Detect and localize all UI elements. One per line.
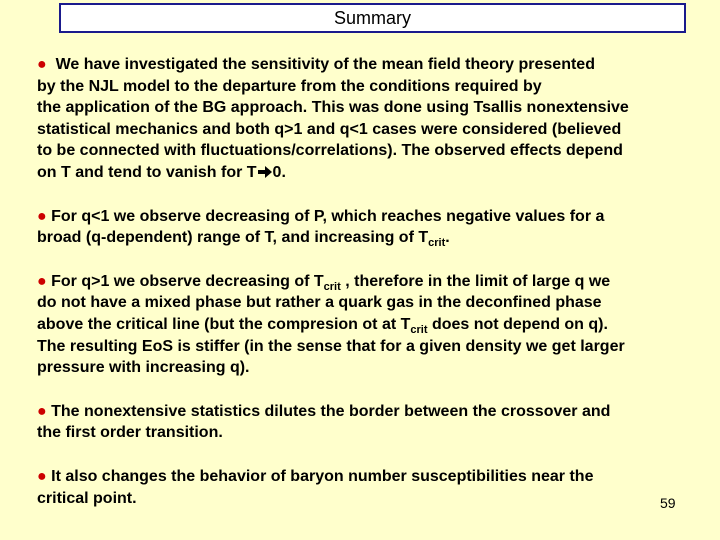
bullet-icon: ● <box>37 467 47 485</box>
p1-line-6 <box>37 162 709 184</box>
p2-text-2a: broad (q-dependent) range of T, and increasing of T <box>37 229 429 247</box>
p1-line-2: by the NJL model to the departure from the conditions required by <box>37 77 542 95</box>
bullet-icon: ● <box>37 272 47 290</box>
page-number: 59 <box>660 495 676 511</box>
paragraph-2 <box>37 206 709 249</box>
p3-line-2: do not have a mixed phase but rather a quark gas in the deconfined phase <box>37 294 602 312</box>
tcrit-subscript: crit <box>323 280 341 293</box>
p3-text-1b: , therefore in the limit of large q we <box>340 272 611 290</box>
p4-line-2: the first order transition. <box>37 424 223 442</box>
paragraph-5 <box>37 466 709 509</box>
p1-line-1 <box>37 54 709 76</box>
title-box <box>59 3 686 33</box>
p3-text-3a: above the critical line (but the compresion ot at T <box>37 315 411 333</box>
summary-content <box>37 54 709 531</box>
tcrit-subscript: crit <box>428 237 446 250</box>
paragraph-1 <box>37 54 709 184</box>
paragraph-3 <box>37 271 709 379</box>
p4-line-1 <box>37 401 709 423</box>
p1-line-5: to be connected with fluctuations/correlations). The observed effects depend <box>37 142 623 160</box>
right-arrow-icon <box>258 166 272 178</box>
p3-line-1 <box>37 271 709 293</box>
p3-text-1a: For q>1 we observe decreasing of T <box>51 272 324 290</box>
p1-text-6a: on T and tend to vanish for T <box>37 163 257 181</box>
p3-line-5: pressure with increasing q). <box>37 359 250 377</box>
p5-line-1 <box>37 466 709 488</box>
p2-text-2b: . <box>445 229 450 247</box>
p2-line-2 <box>37 227 709 249</box>
p3-line-3 <box>37 314 709 336</box>
p1-line-4: statistical mechanics and both q>1 and q<1 cases were considered (believed <box>37 120 622 138</box>
p5-line-2: critical point. <box>37 489 137 507</box>
p1-text-6b: 0. <box>272 163 286 181</box>
p2-line-1 <box>37 206 709 228</box>
tcrit-subscript: crit <box>410 324 428 337</box>
bullet-icon: ● <box>37 402 47 420</box>
p3-line-4: The resulting EoS is stiffer (in the sense that for a given density we get larger <box>37 337 625 355</box>
bullet-icon: ● <box>37 207 47 225</box>
p2-text-1: For q<1 we observe decreasing of P, which reaches negative values for a <box>51 207 605 225</box>
p1-text-1: We have investigated the sensitivity of the mean field theory presented <box>55 56 595 73</box>
p5-text-1: It also changes the behavior of baryon number susceptibilities near the <box>51 467 594 485</box>
slide-title: Summary <box>333 7 411 28</box>
bullet-icon: ● <box>37 56 47 73</box>
paragraph-4 <box>37 401 709 444</box>
p4-text-1: The nonextensive statistics dilutes the border between the crossover and <box>51 402 611 420</box>
p1-line-3: the application of the BG approach. This was done using Tsallis nonextensive <box>37 99 629 117</box>
p3-text-3b: does not depend on q). <box>427 315 608 333</box>
